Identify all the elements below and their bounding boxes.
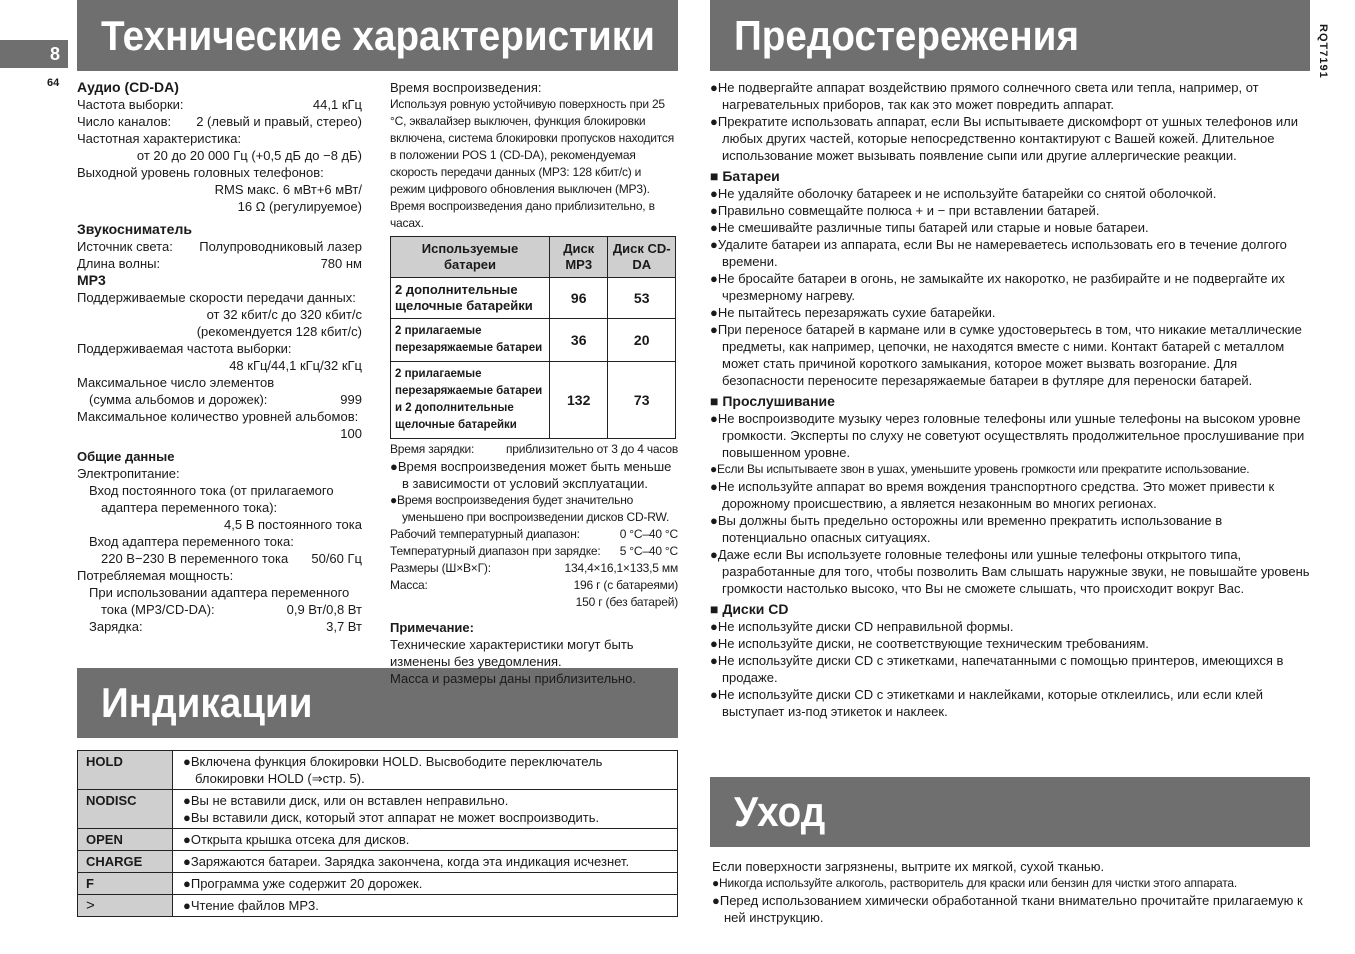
audio-heading: Аудио (CD-DA) — [77, 79, 179, 95]
listening-heading: ■ Прослушивание — [710, 393, 835, 409]
listening-item: ●Не воспроизводите музыку через головные телефоны или ушные телефоны на высоком уровне громкости. Эксперты по слуху не советуют осуществлять продолжительное прослушивание при повышенном уровне. — [710, 411, 1305, 460]
battery-item: ●Не смешивайте различные типы батарей или старые и новые батареи. — [710, 220, 1149, 235]
sampling-value: 44,1 кГц — [312, 97, 362, 112]
charge-temp-value: 5 °C–40 °C — [619, 544, 678, 558]
charge-time-value: приблизительно от 3 до 4 часов — [505, 442, 678, 456]
mp3-freq-label: Поддерживаемая частота выборки: — [77, 341, 292, 356]
remark-title: Примечание: — [390, 620, 474, 635]
table-row — [78, 895, 678, 917]
table-header-batteries: Используемые батареи — [391, 237, 550, 278]
indication-line: блокировки HOLD (⇒стр. 5). — [195, 771, 365, 786]
table-row-label: 2 прилагаемые перезаряжаемые батареи — [391, 319, 550, 362]
headphone-value: RMS макс. 6 мВт+6 мВт/ — [214, 182, 362, 197]
warning-item: ●Прекратите использовать аппарат, если Вы испытываете дискомфорт от ушных телефонов или любых других частей, которые непосредственно контактируют с Вашей кожей. Длительное использование может вызывать появление сыпи или другие аллергические реакции. — [710, 114, 1298, 163]
dc-value: 4,5 В постоянного тока — [224, 517, 362, 532]
care-banner — [710, 777, 1310, 847]
indication-description — [173, 851, 678, 873]
table-row-label: 2 прилагаемые перезаряжаемые батареи и 2 дополнительные щелочные батарейки — [391, 362, 550, 439]
channels-value: 2 (левый и правый, стерео) — [196, 114, 362, 129]
care-title: Уход — [734, 788, 826, 835]
indication-line: ●Программа уже содержит 20 дорожек. — [183, 876, 423, 891]
sampling-label: Частота выборки: — [77, 97, 184, 112]
battery-item: ●Не пытайтесь перезаряжать сухие батарейки. — [710, 305, 996, 320]
page-number: 8 — [0, 40, 68, 68]
mp3-freq-value: 48 кГц/44,1 кГц/32 кГц — [229, 358, 362, 373]
indication-line: ●Вы вставили диск, который этот аппарат не может воспроизводить. — [183, 810, 600, 825]
table-row-mp3: 96 — [550, 278, 608, 319]
playtime-title: Время воспроизведения: — [390, 80, 542, 95]
mass-value-2: 150 г (без батарей) — [575, 595, 678, 609]
charge-label: Зарядка: — [89, 619, 143, 634]
indication-line: ●Открыта крышка отсека для дисков. — [183, 832, 410, 847]
care-section — [712, 858, 1310, 926]
light-value: Полупроводниковый лазер — [199, 239, 362, 254]
specs-left-column — [77, 79, 362, 635]
indication-key: OPEN — [78, 829, 173, 851]
remark-text-2: Масса и размеры даны приблизительно. — [390, 671, 636, 686]
mp3-heading: MP3 — [77, 272, 106, 288]
wave-value: 780 нм — [320, 256, 362, 271]
rate-value-2: (рекомендуется 128 кбит/с) — [196, 324, 362, 339]
indication-line: ●Включена функция блокировки HOLD. Высвободите переключатель — [183, 754, 603, 769]
op-temp-value: 0 °C–40 °C — [619, 527, 678, 541]
indication-key: HOLD — [78, 751, 173, 790]
warnings-banner — [710, 0, 1310, 71]
table-row-cd: 20 — [608, 319, 676, 362]
indications-title: Индикации — [101, 679, 313, 726]
battery-item: ●При переносе батарей в кармане или в сумке удостоверьтесь в том, что никакие металлические предметы, как например, цепочки, не находятся вместе с ними. Контакт батарей с металлом может стать причиной короткого замыкания, которое может вызвать возгорание. Для безопасности переносите перезаряжаемые батареи в футляре для переноски батарей. — [710, 322, 1302, 388]
mass-label: Масса: — [390, 578, 428, 592]
document-id: RQT7191 — [1317, 24, 1329, 79]
indication-description — [173, 790, 678, 829]
care-item: ●Перед использованием химически обработанной ткани внимательно прочитайте прилагаемую к ней инструкцию. — [712, 893, 1303, 925]
table-row — [391, 278, 676, 319]
disc-item: ●Не используйте диски CD с этикетками, напечатанными с помощью принтеров, имеющихся в продаже. — [710, 653, 1284, 685]
table-header-mp3: Диск MP3 — [550, 237, 608, 278]
max-items-label-2: (сумма альбомов и дорожек): — [89, 392, 268, 407]
indication-description — [173, 895, 678, 917]
table-row — [78, 829, 678, 851]
table-row-label: 2 дополнительные щелочные батарейки — [391, 278, 550, 319]
table-row — [78, 790, 678, 829]
rate-value: от 32 кбит/с до 320 кбит/с — [206, 307, 362, 322]
warnings-title: Предостережения — [734, 11, 1079, 59]
indications-table — [77, 750, 678, 917]
max-levels-label: Максимальное количество уровней альбомов: — [77, 409, 359, 424]
table-row — [391, 319, 676, 362]
use-label: При использовании адаптера переменного — [89, 585, 350, 600]
channels-label: Число каналов: — [77, 114, 172, 129]
table-row-cd: 73 — [608, 362, 676, 439]
indication-key: > — [78, 895, 173, 917]
specs-right-column — [390, 79, 678, 687]
max-items-value: 999 — [340, 392, 362, 407]
light-label: Источник света: — [77, 239, 173, 254]
indication-description — [173, 829, 678, 851]
freq-value: от 20 до 20 000 Гц (+0,5 дБ до −8 дБ) — [136, 148, 362, 163]
specs-title: Технические характеристики — [101, 11, 655, 59]
rate-label: Поддерживаемые скорости передачи данных: — [77, 290, 356, 305]
indication-key: F — [78, 873, 173, 895]
listening-item: ●Вы должны быть предельно осторожны или временно прекратить использование в потенциально опасных ситуациях. — [710, 513, 1223, 545]
playtime-note-2: ●Время воспроизведения будет значительно уменьшено при воспроизведении дисков CD-RW. — [390, 493, 670, 524]
charge-value: 3,7 Вт — [326, 619, 362, 634]
indication-key: CHARGE — [78, 851, 173, 873]
table-row — [78, 873, 678, 895]
remark-text: Технические характеристики могут быть изменены без уведомления. — [390, 637, 634, 669]
table-row — [391, 362, 676, 439]
table-row — [78, 851, 678, 873]
indication-description — [173, 873, 678, 895]
warnings-column — [710, 79, 1310, 720]
table-row-cd: 53 — [608, 278, 676, 319]
battery-item: ●Не бросайте батареи в огонь, не замыкайте их накоротко, не разбирайте и не подвергайте их чрезмерному нагреву. — [710, 271, 1285, 303]
ac-value: 220 В−230 В переменного тока — [101, 551, 289, 566]
ac-label: Вход адаптера переменного тока: — [89, 534, 294, 549]
ac-frequency: 50/60 Гц — [311, 551, 362, 566]
use-value: 0,9 Вт/0,8 Вт — [286, 602, 362, 617]
use-label-2: тока (MP3/CD-DA): — [101, 602, 215, 617]
table-row-mp3: 36 — [550, 319, 608, 362]
battery-item: ●Правильно совмещайте полюса + и − при вставлении батарей. — [710, 203, 1100, 218]
power-label: Электропитание: — [77, 466, 180, 481]
general-heading: Общие данные — [77, 449, 175, 464]
max-levels-value: 100 — [340, 426, 362, 441]
battery-item: ●Не удаляйте оболочку батареек и не используйте батарейки со снятой оболочкой. — [710, 186, 1217, 201]
battery-item: ●Удалите батареи из аппарата, если Вы не намереваетесь использовать его в течение долгого времени. — [710, 237, 1287, 269]
playtime-note: ●Время воспроизведения может быть меньше в зависимости от условий эксплуатации. — [390, 459, 672, 491]
op-temp-label: Рабочий температурный диапазон: — [390, 527, 580, 541]
listening-item: ●Если Вы испытываете звон в ушах, уменьшите уровень громкости или прекратите использование. — [710, 462, 1250, 476]
listening-item: ●Даже если Вы используете головные телефоны или ушные телефоны открытого типа, разработанные для того, чтобы позволить Вам слышать наружные звуки, не повышайте уровень громкости настолько высоко, что Вы не сможете слышать, что происходит вокруг Вас. — [710, 547, 1310, 596]
indication-key: NODISC — [78, 790, 173, 829]
dc-label-2: адаптера переменного тока): — [101, 500, 278, 515]
care-item: ●Никогда используйте алкоголь, растворитель для краски или бензин для чистки этого аппарата. — [712, 876, 1238, 890]
disc-item: ●Не используйте диски CD с этикетками и наклейками, которые отклеились, или если клей выступает из-под этикеток и наклеек. — [710, 687, 1264, 719]
discs-heading: ■ Диски CD — [710, 601, 789, 617]
dimensions-label: Размеры (Ш×В×Г): — [390, 561, 491, 575]
batteries-heading: ■ Батареи — [710, 168, 780, 184]
table-header-cd: Диск CD-DA — [608, 237, 676, 278]
wave-label: Длина волны: — [77, 256, 161, 271]
indication-line: ●Чтение файлов MP3. — [183, 898, 319, 913]
indication-line: ●Заряжаются батареи. Зарядка закончена, когда эта индикация исчезнет. — [183, 854, 630, 869]
headphone-value-2: 16 Ω (регулируемое) — [237, 199, 362, 214]
table-row-mp3: 132 — [550, 362, 608, 439]
disc-item: ●Не используйте диски, не соответствующие техническим требованиям. — [710, 636, 1149, 651]
specs-banner — [77, 0, 678, 71]
consumption-label: Потребляемая мощность: — [77, 568, 234, 583]
charge-temp-label: Температурный диапазон при зарядке: — [390, 544, 601, 558]
headphone-label: Выходной уровень головных телефонов: — [77, 165, 324, 180]
dimensions-value: 134,4×16,1×133,5 мм — [564, 561, 678, 575]
page-sub-number: 64 — [47, 77, 60, 89]
playtime-text: Используя ровную устойчивую поверхность при 25 °C, эквалайзер выключен, функция блокировки включена, система блокировки пропусков находится в положении POS 1 (CD-DA), рекомендуемая скорость передачи данных (MP3: 128 кбит/с) и режим цифрового обновления выключен (MP3). Время воспроизведения дано приблизительно, в часах. — [390, 97, 675, 230]
freq-label: Частотная характеристика: — [77, 131, 242, 146]
charge-time-label: Время зарядки: — [390, 442, 475, 456]
max-items-label: Максимальное число элементов — [77, 375, 275, 390]
listening-item: ●Не используйте аппарат во время вождения транспортного средства. Это может привести к дорожному происшествию, а является незаконным во многих регионах. — [710, 479, 1275, 511]
table-row — [78, 751, 678, 790]
mass-value: 196 г (с батареями) — [573, 578, 678, 592]
playtime-table — [390, 236, 676, 439]
warning-item: ●Не подвергайте аппарат воздействию прямого солнечного света или тепла, например, от нагревательных приборов, так как это может повредить аппарат. — [710, 80, 1259, 112]
dc-label: Вход постоянного тока (от прилагаемого — [89, 483, 334, 498]
indication-line: ●Вы не вставили диск, или он вставлен неправильно. — [183, 793, 509, 808]
disc-item: ●Не используйте диски CD неправильной формы. — [710, 619, 1014, 634]
indication-description — [173, 751, 678, 790]
care-intro: Если поверхности загрязнены, вытрите их мягкой, сухой тканью. — [712, 859, 1105, 874]
pickup-heading: Звукосниматель — [77, 221, 192, 237]
